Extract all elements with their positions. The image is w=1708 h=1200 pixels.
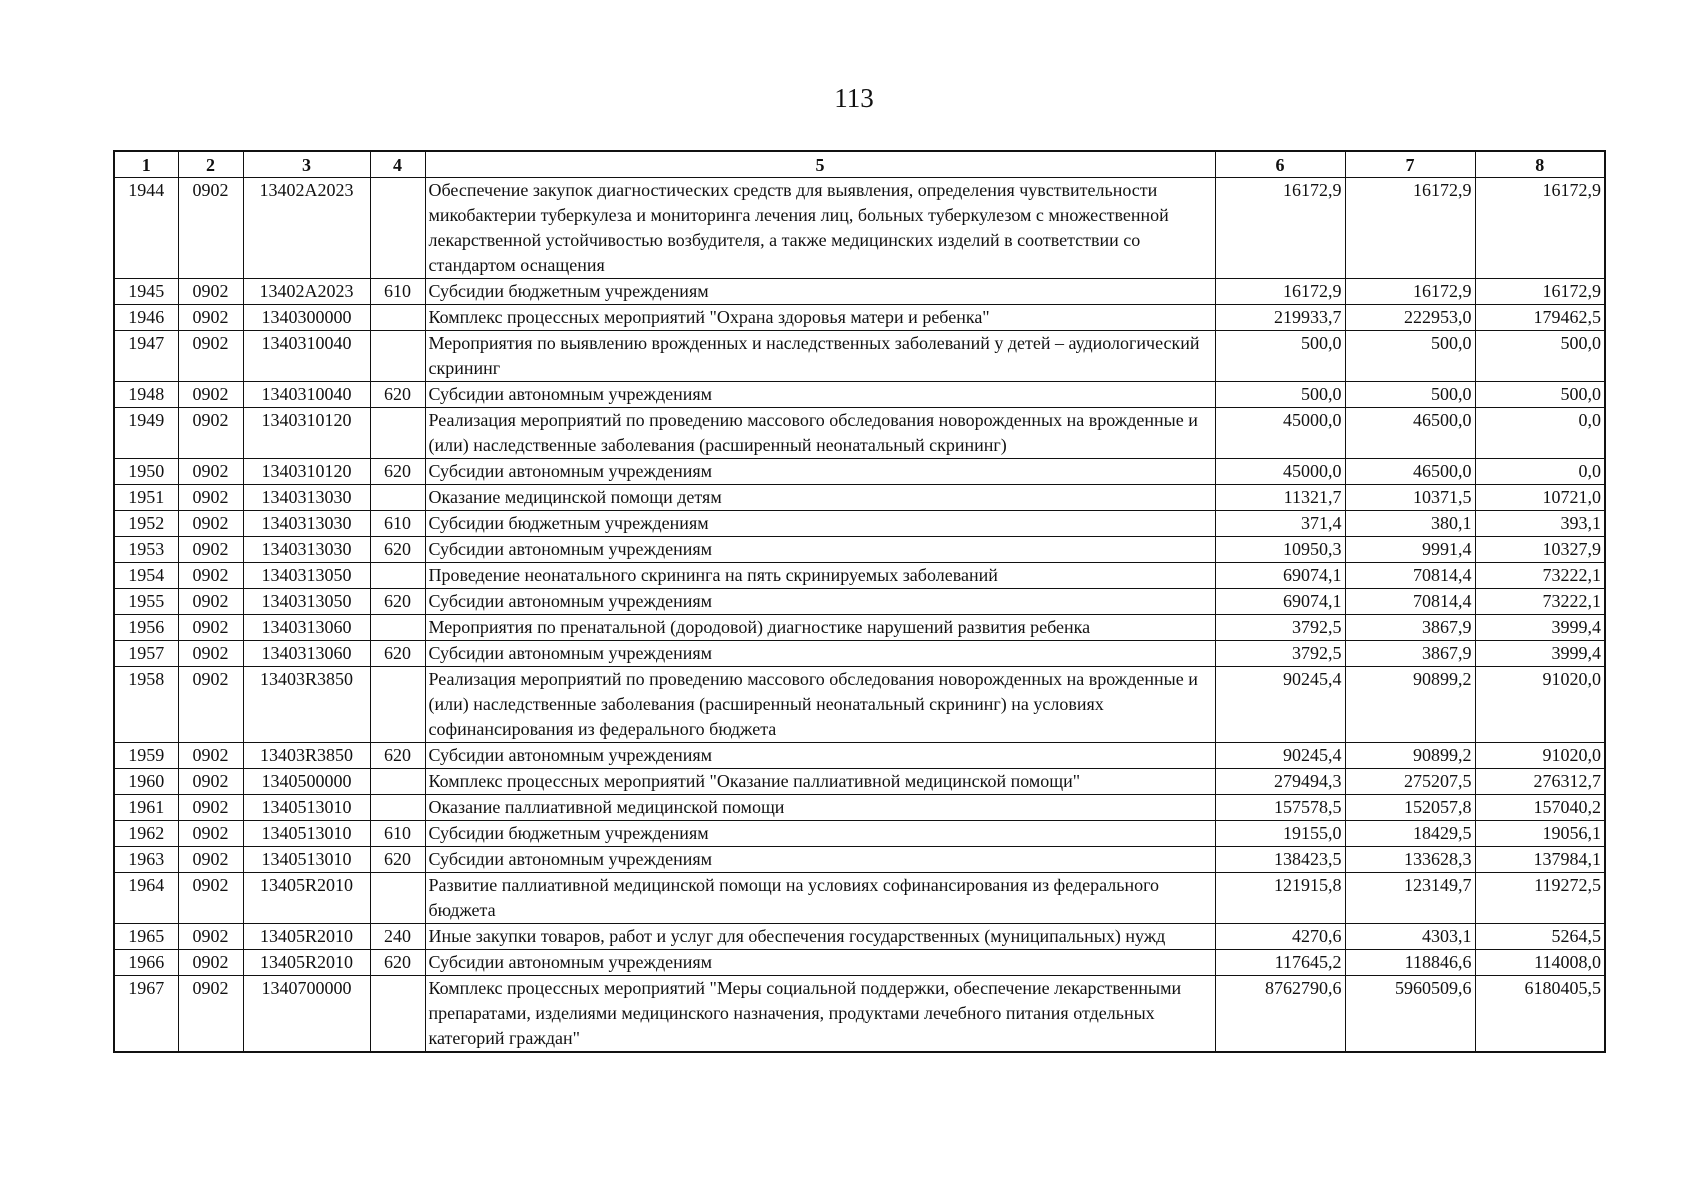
column-header: 3	[243, 151, 370, 178]
amount-year1-cell: 121915,8	[1215, 873, 1345, 924]
amount-year3-cell: 16172,9	[1475, 178, 1605, 279]
item-name-cell: Мероприятия по пренатальной (дородовой) диагностике нарушений развития ребенка	[425, 615, 1215, 641]
table-body	[114, 178, 1605, 1053]
table-row	[114, 178, 1605, 279]
expense-type-cell: 620	[370, 847, 425, 873]
amount-year2-cell: 3867,9	[1345, 615, 1475, 641]
table-row	[114, 485, 1605, 511]
column-header: 8	[1475, 151, 1605, 178]
section-code-cell: 0902	[178, 924, 243, 950]
amount-year3-cell: 16172,9	[1475, 279, 1605, 305]
section-code-cell: 0902	[178, 873, 243, 924]
item-name-cell: Реализация мероприятий по проведению массового обследования новорожденных на врожденные и (или) наследственные заболевания (расширенный неонатальный скрининг) на условиях софинансирования из федерального бюджета	[425, 667, 1215, 743]
item-name-cell: Субсидии автономным учреждениям	[425, 847, 1215, 873]
amount-year3-cell: 5264,5	[1475, 924, 1605, 950]
amount-year3-cell: 6180405,5	[1475, 976, 1605, 1053]
target-article-cell: 1340313060	[243, 641, 370, 667]
expense-type-cell	[370, 178, 425, 279]
item-name-cell: Мероприятия по выявлению врожденных и наследственных заболеваний у детей – аудиологический скрининг	[425, 331, 1215, 382]
amount-year1-cell: 19155,0	[1215, 821, 1345, 847]
item-name-cell: Субсидии бюджетным учреждениям	[425, 279, 1215, 305]
amount-year1-cell: 8762790,6	[1215, 976, 1345, 1053]
amount-year3-cell: 10721,0	[1475, 485, 1605, 511]
row-number-cell: 1944	[114, 178, 178, 279]
table-row	[114, 821, 1605, 847]
amount-year2-cell: 275207,5	[1345, 769, 1475, 795]
row-number-cell: 1945	[114, 279, 178, 305]
row-number-cell: 1947	[114, 331, 178, 382]
table-row	[114, 563, 1605, 589]
section-code-cell: 0902	[178, 563, 243, 589]
section-code-cell: 0902	[178, 821, 243, 847]
target-article-cell: 1340310040	[243, 382, 370, 408]
table-row	[114, 667, 1605, 743]
section-code-cell: 0902	[178, 769, 243, 795]
expense-type-cell: 620	[370, 950, 425, 976]
amount-year2-cell: 5960509,6	[1345, 976, 1475, 1053]
table-row	[114, 769, 1605, 795]
item-name-cell: Субсидии бюджетным учреждениям	[425, 821, 1215, 847]
amount-year3-cell: 10327,9	[1475, 537, 1605, 563]
amount-year1-cell: 371,4	[1215, 511, 1345, 537]
expense-type-cell	[370, 331, 425, 382]
table-row	[114, 924, 1605, 950]
table-row	[114, 641, 1605, 667]
item-name-cell: Развитие паллиативной медицинской помощи на условиях софинансирования из федерального бюджета	[425, 873, 1215, 924]
table-row	[114, 459, 1605, 485]
section-code-cell: 0902	[178, 667, 243, 743]
amount-year3-cell: 500,0	[1475, 382, 1605, 408]
expense-type-cell	[370, 615, 425, 641]
table-row	[114, 537, 1605, 563]
table-row	[114, 382, 1605, 408]
item-name-cell: Проведение неонатального скрининга на пять скринируемых заболеваний	[425, 563, 1215, 589]
section-code-cell: 0902	[178, 950, 243, 976]
expense-type-cell: 620	[370, 641, 425, 667]
amount-year2-cell: 118846,6	[1345, 950, 1475, 976]
expense-type-cell	[370, 485, 425, 511]
row-number-cell: 1962	[114, 821, 178, 847]
amount-year1-cell: 219933,7	[1215, 305, 1345, 331]
amount-year1-cell: 10950,3	[1215, 537, 1345, 563]
row-number-cell: 1965	[114, 924, 178, 950]
amount-year1-cell: 90245,4	[1215, 743, 1345, 769]
amount-year2-cell: 70814,4	[1345, 589, 1475, 615]
row-number-cell: 1960	[114, 769, 178, 795]
amount-year2-cell: 46500,0	[1345, 408, 1475, 459]
target-article-cell: 13405R2010	[243, 950, 370, 976]
expense-type-cell: 610	[370, 511, 425, 537]
section-code-cell: 0902	[178, 615, 243, 641]
table-row	[114, 615, 1605, 641]
amount-year2-cell: 70814,4	[1345, 563, 1475, 589]
amount-year1-cell: 117645,2	[1215, 950, 1345, 976]
expense-type-cell: 610	[370, 279, 425, 305]
item-name-cell: Иные закупки товаров, работ и услуг для обеспечения государственных (муниципальных) нужд	[425, 924, 1215, 950]
amount-year2-cell: 133628,3	[1345, 847, 1475, 873]
amount-year3-cell: 3999,4	[1475, 641, 1605, 667]
target-article-cell: 13405R2010	[243, 873, 370, 924]
item-name-cell: Субсидии автономным учреждениям	[425, 950, 1215, 976]
target-article-cell: 1340700000	[243, 976, 370, 1053]
amount-year3-cell: 137984,1	[1475, 847, 1605, 873]
row-number-cell: 1964	[114, 873, 178, 924]
target-article-cell: 1340313030	[243, 511, 370, 537]
column-header: 6	[1215, 151, 1345, 178]
amount-year2-cell: 500,0	[1345, 382, 1475, 408]
amount-year1-cell: 45000,0	[1215, 459, 1345, 485]
row-number-cell: 1967	[114, 976, 178, 1053]
section-code-cell: 0902	[178, 743, 243, 769]
amount-year1-cell: 69074,1	[1215, 589, 1345, 615]
section-code-cell: 0902	[178, 795, 243, 821]
amount-year2-cell: 16172,9	[1345, 279, 1475, 305]
table-row	[114, 847, 1605, 873]
page-number: 113	[834, 83, 874, 113]
amount-year1-cell: 3792,5	[1215, 641, 1345, 667]
amount-year2-cell: 123149,7	[1345, 873, 1475, 924]
target-article-cell: 13403R3850	[243, 743, 370, 769]
expense-type-cell: 620	[370, 382, 425, 408]
amount-year1-cell: 4270,6	[1215, 924, 1345, 950]
target-article-cell: 1340313030	[243, 537, 370, 563]
target-article-cell: 1340500000	[243, 769, 370, 795]
amount-year3-cell: 3999,4	[1475, 615, 1605, 641]
section-code-cell: 0902	[178, 305, 243, 331]
amount-year2-cell: 16172,9	[1345, 178, 1475, 279]
amount-year1-cell: 500,0	[1215, 331, 1345, 382]
row-number-cell: 1949	[114, 408, 178, 459]
expense-type-cell	[370, 873, 425, 924]
table-row	[114, 511, 1605, 537]
target-article-cell: 1340513010	[243, 847, 370, 873]
section-code-cell: 0902	[178, 279, 243, 305]
column-header: 1	[114, 151, 178, 178]
target-article-cell: 13405R2010	[243, 924, 370, 950]
target-article-cell: 1340513010	[243, 821, 370, 847]
expense-type-cell	[370, 563, 425, 589]
item-name-cell: Субсидии автономным учреждениям	[425, 641, 1215, 667]
table-row	[114, 795, 1605, 821]
amount-year2-cell: 10371,5	[1345, 485, 1475, 511]
row-number-cell: 1961	[114, 795, 178, 821]
amount-year2-cell: 9991,4	[1345, 537, 1475, 563]
item-name-cell: Комплекс процессных мероприятий "Охрана здоровья матери и ребенка"	[425, 305, 1215, 331]
row-number-cell: 1956	[114, 615, 178, 641]
amount-year1-cell: 500,0	[1215, 382, 1345, 408]
expense-type-cell	[370, 769, 425, 795]
amount-year1-cell: 138423,5	[1215, 847, 1345, 873]
expense-type-cell	[370, 795, 425, 821]
item-name-cell: Обеспечение закупок диагностических средств для выявления, определения чувствительности микобактерии туберкулеза и мониторинга лечения лиц, больных туберкулезом с множественной лекарственной устойчивостью возбудителя, а также медицинских изделий в соответствии со стандартом оснащения	[425, 178, 1215, 279]
section-code-cell: 0902	[178, 641, 243, 667]
target-article-cell: 1340313060	[243, 615, 370, 641]
amount-year3-cell: 157040,2	[1475, 795, 1605, 821]
amount-year2-cell: 152057,8	[1345, 795, 1475, 821]
amount-year2-cell: 90899,2	[1345, 743, 1475, 769]
item-name-cell: Субсидии автономным учреждениям	[425, 589, 1215, 615]
item-name-cell: Субсидии автономным учреждениям	[425, 382, 1215, 408]
amount-year1-cell: 16172,9	[1215, 279, 1345, 305]
target-article-cell: 1340310120	[243, 459, 370, 485]
section-code-cell: 0902	[178, 382, 243, 408]
table-row	[114, 408, 1605, 459]
section-code-cell: 0902	[178, 537, 243, 563]
expense-type-cell: 620	[370, 589, 425, 615]
amount-year3-cell: 0,0	[1475, 408, 1605, 459]
item-name-cell: Субсидии автономным учреждениям	[425, 537, 1215, 563]
table-row	[114, 331, 1605, 382]
row-number-cell: 1955	[114, 589, 178, 615]
amount-year3-cell: 91020,0	[1475, 667, 1605, 743]
row-number-cell: 1952	[114, 511, 178, 537]
amount-year1-cell: 45000,0	[1215, 408, 1345, 459]
column-header: 5	[425, 151, 1215, 178]
section-code-cell: 0902	[178, 178, 243, 279]
item-name-cell: Субсидии автономным учреждениям	[425, 459, 1215, 485]
amount-year2-cell: 46500,0	[1345, 459, 1475, 485]
table-row	[114, 950, 1605, 976]
amount-year1-cell: 157578,5	[1215, 795, 1345, 821]
target-article-cell: 1340313050	[243, 589, 370, 615]
row-number-cell: 1948	[114, 382, 178, 408]
amount-year3-cell: 119272,5	[1475, 873, 1605, 924]
amount-year3-cell: 19056,1	[1475, 821, 1605, 847]
table-row	[114, 873, 1605, 924]
expense-type-cell: 620	[370, 743, 425, 769]
item-name-cell: Субсидии автономным учреждениям	[425, 743, 1215, 769]
item-name-cell: Оказание медицинской помощи детям	[425, 485, 1215, 511]
amount-year3-cell: 393,1	[1475, 511, 1605, 537]
table-header-row	[114, 151, 1605, 178]
row-number-cell: 1966	[114, 950, 178, 976]
amount-year3-cell: 276312,7	[1475, 769, 1605, 795]
expense-type-cell	[370, 976, 425, 1053]
target-article-cell: 1340313030	[243, 485, 370, 511]
target-article-cell: 1340513010	[243, 795, 370, 821]
amount-year3-cell: 0,0	[1475, 459, 1605, 485]
expense-type-cell	[370, 305, 425, 331]
expense-type-cell: 610	[370, 821, 425, 847]
item-name-cell: Субсидии бюджетным учреждениям	[425, 511, 1215, 537]
amount-year2-cell: 4303,1	[1345, 924, 1475, 950]
amount-year1-cell: 90245,4	[1215, 667, 1345, 743]
row-number-cell: 1963	[114, 847, 178, 873]
expense-type-cell: 240	[370, 924, 425, 950]
item-name-cell: Комплекс процессных мероприятий "Оказание паллиативной медицинской помощи"	[425, 769, 1215, 795]
expense-type-cell: 620	[370, 537, 425, 563]
target-article-cell: 13402A2023	[243, 279, 370, 305]
amount-year3-cell: 500,0	[1475, 331, 1605, 382]
target-article-cell: 1340310040	[243, 331, 370, 382]
amount-year1-cell: 69074,1	[1215, 563, 1345, 589]
expense-type-cell	[370, 408, 425, 459]
amount-year3-cell: 179462,5	[1475, 305, 1605, 331]
expense-type-cell: 620	[370, 459, 425, 485]
amount-year1-cell: 3792,5	[1215, 615, 1345, 641]
section-code-cell: 0902	[178, 847, 243, 873]
table-row	[114, 976, 1605, 1053]
amount-year2-cell: 18429,5	[1345, 821, 1475, 847]
amount-year1-cell: 11321,7	[1215, 485, 1345, 511]
amount-year3-cell: 73222,1	[1475, 589, 1605, 615]
amount-year3-cell: 73222,1	[1475, 563, 1605, 589]
row-number-cell: 1957	[114, 641, 178, 667]
section-code-cell: 0902	[178, 485, 243, 511]
section-code-cell: 0902	[178, 511, 243, 537]
target-article-cell: 1340313050	[243, 563, 370, 589]
target-article-cell: 13403R3850	[243, 667, 370, 743]
row-number-cell: 1946	[114, 305, 178, 331]
table-row	[114, 279, 1605, 305]
amount-year3-cell: 91020,0	[1475, 743, 1605, 769]
row-number-cell: 1951	[114, 485, 178, 511]
row-number-cell: 1958	[114, 667, 178, 743]
amount-year2-cell: 380,1	[1345, 511, 1475, 537]
row-number-cell: 1953	[114, 537, 178, 563]
target-article-cell: 13402A2023	[243, 178, 370, 279]
section-code-cell: 0902	[178, 459, 243, 485]
target-article-cell: 1340310120	[243, 408, 370, 459]
section-code-cell: 0902	[178, 331, 243, 382]
budget-table	[113, 150, 1606, 1053]
amount-year2-cell: 90899,2	[1345, 667, 1475, 743]
column-header: 7	[1345, 151, 1475, 178]
row-number-cell: 1950	[114, 459, 178, 485]
amount-year2-cell: 500,0	[1345, 331, 1475, 382]
amount-year1-cell: 16172,9	[1215, 178, 1345, 279]
section-code-cell: 0902	[178, 589, 243, 615]
amount-year2-cell: 222953,0	[1345, 305, 1475, 331]
amount-year1-cell: 279494,3	[1215, 769, 1345, 795]
table-row	[114, 589, 1605, 615]
section-code-cell: 0902	[178, 976, 243, 1053]
section-code-cell: 0902	[178, 408, 243, 459]
row-number-cell: 1959	[114, 743, 178, 769]
expense-type-cell	[370, 667, 425, 743]
table-row	[114, 305, 1605, 331]
target-article-cell: 1340300000	[243, 305, 370, 331]
amount-year2-cell: 3867,9	[1345, 641, 1475, 667]
row-number-cell: 1954	[114, 563, 178, 589]
item-name-cell: Комплекс процессных мероприятий "Меры социальной поддержки, обеспечение лекарственными препаратами, изделиями медицинского назначения, продуктами лечебного питания отдельных категорий граждан"	[425, 976, 1215, 1053]
column-header: 4	[370, 151, 425, 178]
amount-year3-cell: 114008,0	[1475, 950, 1605, 976]
item-name-cell: Оказание паллиативной медицинской помощи	[425, 795, 1215, 821]
item-name-cell: Реализация мероприятий по проведению массового обследования новорожденных на врожденные и (или) наследственные заболевания (расширенный неонатальный скрининг)	[425, 408, 1215, 459]
column-header: 2	[178, 151, 243, 178]
table-row	[114, 743, 1605, 769]
